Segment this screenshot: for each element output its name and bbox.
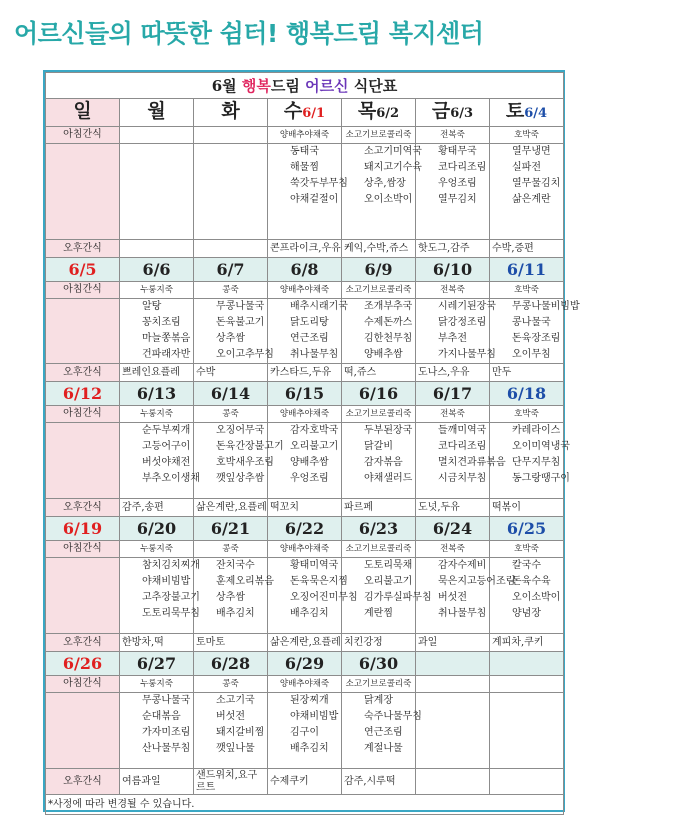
date-cell: 6/11: [490, 258, 564, 282]
lunch-item: 우엉조림: [438, 178, 477, 189]
morning-snack-cell: 전복죽: [416, 406, 490, 423]
afternoon-snack-label: 오후간식: [46, 364, 120, 382]
lunch-item: 양배추쌈: [364, 349, 403, 360]
lunch-cell: [46, 558, 120, 634]
lunch-item: 깻잎상추쌈: [216, 473, 265, 484]
morning-snack-cell: 양배추야채죽: [268, 676, 342, 693]
date-cell: 6/29: [268, 652, 342, 676]
afternoon-snack-cell: 여름과일: [120, 769, 194, 795]
afternoon-snack-cell: 콘프라이크,우유: [268, 240, 342, 258]
lunch-item: 닭도리탕: [290, 317, 329, 328]
lunch-item: 오징어무국: [216, 425, 265, 436]
lunch-cell: [120, 423, 200, 499]
lunch-item: 산나물무침: [142, 743, 191, 754]
lunch-item: 오리불고기: [290, 441, 339, 452]
lunch-item: 도토리묵채: [364, 560, 413, 571]
date-cell: 6/22: [268, 517, 342, 541]
lunch-item: 시레기된장국: [438, 301, 496, 312]
afternoon-snack-cell: 떡,쥬스: [342, 364, 416, 382]
lunch-item: 잔치국수: [216, 560, 255, 571]
morning-snack-cell: [120, 127, 194, 144]
lunch-cell: [416, 423, 506, 499]
lunch-item: 감자수제비: [438, 560, 487, 571]
lunch-item: 야채비빔밥: [142, 576, 191, 587]
morning-snack-cell: [194, 127, 268, 144]
lunch-item: 들깨미역국: [438, 425, 487, 436]
morning-snack-label: 아침간식: [46, 541, 120, 558]
morning-snack-row: [46, 541, 564, 558]
lunch-item: 오징어진미무침: [290, 592, 358, 603]
lunch-cell: [194, 693, 268, 769]
afternoon-snack-row: [46, 499, 564, 517]
morning-snack-cell: 콩죽: [194, 406, 268, 423]
lunch-cell: [194, 558, 274, 634]
lunch-item: 감자볶음: [364, 457, 403, 468]
afternoon-snack-cell: 수제쿠키: [268, 769, 342, 795]
morning-snack-row: [46, 127, 564, 144]
date-cell: 6/14: [194, 382, 268, 406]
date-cell: 6/5: [46, 258, 120, 282]
afternoon-snack-cell: 핫도그,감주: [416, 240, 490, 258]
footnote: *사정에 따라 변경될 수 있습니다.: [46, 795, 564, 815]
date-cell: [490, 652, 564, 676]
lunch-cell: [342, 693, 422, 769]
lunch-cell: [46, 423, 120, 499]
afternoon-snack-cell: 삶은계란,요플레: [268, 634, 342, 652]
lunch-row: [46, 693, 564, 769]
date-row: [46, 382, 564, 406]
lunch-item: 야채비빔밥: [290, 711, 339, 722]
lunch-cell: [194, 299, 274, 364]
morning-snack-label: 아침간식: [46, 676, 120, 693]
lunch-item: 무콩나물국: [216, 301, 265, 312]
lunch-item: 열무냉면: [512, 146, 551, 157]
date-cell: 6/30: [342, 652, 416, 676]
lunch-item: 상추쌈: [216, 592, 245, 603]
lunch-item: 부추전: [438, 333, 467, 344]
morning-snack-label: 아침간식: [46, 127, 120, 144]
date-cell: 6/12: [46, 382, 120, 406]
morning-snack-cell: 콩죽: [194, 541, 268, 558]
afternoon-snack-cell: 만두: [490, 364, 564, 382]
date-cell: 6/13: [120, 382, 194, 406]
lunch-item: 두부된장국: [364, 425, 413, 436]
date-cell: 6/16: [342, 382, 416, 406]
lunch-item: 황태무국: [438, 146, 477, 157]
morning-snack-cell: 소고기브로콜리죽: [342, 406, 416, 423]
afternoon-snack-cell: 도나스,우유: [416, 364, 490, 382]
lunch-cell: [268, 299, 348, 364]
morning-snack-cell: [490, 676, 564, 693]
morning-snack-cell: 양배추야채죽: [268, 541, 342, 558]
morning-snack-label: 아침간식: [46, 406, 120, 423]
lunch-item: 돈육간장불고기: [216, 441, 284, 452]
date-cell: 6/25: [490, 517, 564, 541]
afternoon-snack-row: [46, 364, 564, 382]
lunch-item: 건파래자반: [142, 349, 191, 360]
morning-snack-cell: 누룽지죽: [120, 406, 194, 423]
morning-snack-cell: 전복죽: [416, 282, 490, 299]
day-mon: 월: [120, 99, 194, 127]
lunch-item: 김구이: [290, 727, 319, 738]
date-cell: 6/17: [416, 382, 490, 406]
morning-snack-row: [46, 406, 564, 423]
lunch-item: 조개부추국: [364, 301, 413, 312]
day-sun: 일: [46, 99, 120, 127]
lunch-item: 카레라이스: [512, 425, 561, 436]
date-cell: 6/20: [120, 517, 194, 541]
lunch-item: 도토리묵무침: [142, 608, 200, 619]
afternoon-snack-label: 오후간식: [46, 499, 120, 517]
morning-snack-cell: 누룽지죽: [120, 282, 194, 299]
lunch-item: 계란찜: [364, 608, 393, 619]
lunch-cell: [268, 693, 342, 769]
menu-table: [45, 72, 580, 815]
lunch-item: 연근조림: [290, 333, 329, 344]
page-heading: 어르신들의 따뜻한 쉼터! 행복드림 복지센터: [14, 19, 484, 48]
afternoon-snack-cell: 감주,송편: [120, 499, 194, 517]
lunch-item: 묵은지고등어조림: [438, 576, 516, 587]
morning-snack-cell: 전복죽: [416, 541, 490, 558]
afternoon-snack-label: 오후간식: [46, 634, 120, 652]
afternoon-snack-cell: 쁘레인요플레: [120, 364, 194, 382]
lunch-item: 김가루실파무침: [364, 592, 432, 603]
lunch-item: 실파전: [512, 162, 541, 173]
afternoon-snack-cell: 수박: [194, 364, 268, 382]
afternoon-snack-label: 오후간식: [46, 769, 120, 795]
lunch-item: 돼지갈비찜: [216, 727, 265, 738]
morning-snack-cell: 호박죽: [490, 282, 564, 299]
date-cell: 6/21: [194, 517, 268, 541]
lunch-cell: [342, 144, 422, 240]
date-cell: 6/7: [194, 258, 268, 282]
lunch-item: 오리불고기: [364, 576, 413, 587]
lunch-item: 쑥갓두부무침: [290, 178, 348, 189]
afternoon-snack-cell: 도넛,두유: [416, 499, 490, 517]
day-sat: 토6/4: [490, 99, 564, 127]
day-fri: 금6/3: [416, 99, 490, 127]
afternoon-snack-cell: 감주,시루떡: [342, 769, 416, 795]
lunch-cell: [490, 693, 564, 769]
morning-snack-cell: 호박죽: [490, 541, 564, 558]
lunch-item: 버섯전: [216, 711, 245, 722]
date-cell: 6/9: [342, 258, 416, 282]
lunch-item: 무콩나물국: [142, 695, 191, 706]
date-cell: 6/23: [342, 517, 416, 541]
lunch-item: 부추오이생채: [142, 473, 200, 484]
lunch-cell: [342, 299, 416, 364]
afternoon-snack-cell: 케익,수박,쥬스: [342, 240, 416, 258]
date-row: [46, 652, 564, 676]
lunch-item: 돈육묵은지찜: [290, 576, 348, 587]
afternoon-snack-cell: 토마토: [194, 634, 268, 652]
lunch-item: 삶은계란: [512, 194, 551, 205]
afternoon-snack-cell: [490, 769, 564, 795]
lunch-item: 단무지무침: [512, 457, 561, 468]
lunch-row: [46, 144, 564, 240]
note-row: [46, 795, 564, 815]
lunch-item: 야채샐러드: [364, 473, 413, 484]
date-cell: 6/24: [416, 517, 490, 541]
afternoon-snack-cell: 수박,증편: [490, 240, 564, 258]
lunch-item: 훈제오리볶음: [216, 576, 274, 587]
lunch-item: 가자미조림: [142, 727, 191, 738]
lunch-item: 감자호박국: [290, 425, 339, 436]
afternoon-snack-cell: 떡꼬치: [268, 499, 342, 517]
lunch-item: 계절나물: [364, 743, 403, 754]
lunch-cell: [268, 144, 348, 240]
lunch-item: 열무김치: [438, 194, 477, 205]
date-cell: 6/15: [268, 382, 342, 406]
lunch-cell: [490, 299, 580, 364]
lunch-item: 숙주나물무침: [364, 711, 422, 722]
lunch-cell: [120, 693, 194, 769]
day-thu: 목6/2: [342, 99, 416, 127]
morning-snack-row: [46, 282, 564, 299]
afternoon-snack-cell: 카스타드,두유: [268, 364, 342, 382]
lunch-item: 우엉조림: [290, 473, 329, 484]
lunch-item: 양념장: [512, 608, 541, 619]
lunch-item: 깻잎나물: [216, 743, 255, 754]
morning-snack-cell: 누룽지죽: [120, 541, 194, 558]
afternoon-snack-cell: 파르페: [342, 499, 416, 517]
morning-snack-cell: 콩죽: [194, 282, 268, 299]
lunch-item: 야채겉절이: [290, 194, 339, 205]
morning-snack-cell: 양배추야채죽: [268, 406, 342, 423]
lunch-item: 오이미역냉국: [512, 441, 570, 452]
lunch-item: 취나물무침: [290, 349, 339, 360]
lunch-cell: [46, 693, 120, 769]
lunch-item: 김한천무침: [364, 333, 413, 344]
afternoon-snack-cell: [194, 240, 268, 258]
date-cell: 6/18: [490, 382, 564, 406]
date-cell: 6/27: [120, 652, 194, 676]
lunch-item: 된장찌개: [290, 695, 329, 706]
morning-snack-cell: 소고기브로콜리죽: [342, 282, 416, 299]
afternoon-snack-cell: 샌드위치,요구르트: [194, 769, 268, 795]
lunch-cell: [268, 423, 342, 499]
lunch-row: [46, 423, 564, 499]
afternoon-snack-row: [46, 240, 564, 258]
lunch-item: 상추쌈: [216, 333, 245, 344]
lunch-item: 오이무침: [512, 349, 551, 360]
date-row: [46, 517, 564, 541]
morning-snack-cell: [416, 676, 490, 693]
lunch-cell: [416, 299, 496, 364]
lunch-item: 멸치견과류볶음: [438, 457, 506, 468]
morning-snack-cell: 콩죽: [194, 676, 268, 693]
lunch-item: 시금치무침: [438, 473, 487, 484]
day-tue: 화: [194, 99, 268, 127]
lunch-item: 순대볶음: [142, 711, 181, 722]
morning-snack-cell: 양배추야채죽: [268, 127, 342, 144]
lunch-cell: [46, 144, 120, 240]
morning-snack-cell: 소고기브로콜리죽: [342, 127, 416, 144]
lunch-item: 오이고추무침: [216, 349, 274, 360]
lunch-item: 돈육불고기: [216, 317, 265, 328]
lunch-item: 칼국수: [512, 560, 541, 571]
date-cell: 6/10: [416, 258, 490, 282]
title-row: [46, 73, 564, 99]
lunch-cell: [490, 144, 564, 240]
lunch-item: 닭갈비: [364, 441, 393, 452]
lunch-item: 참치김치찌개: [142, 560, 200, 571]
lunch-item: 수제돈까스: [364, 317, 413, 328]
morning-snack-label: 아침간식: [46, 282, 120, 299]
lunch-cell: [194, 144, 268, 240]
lunch-cell: [120, 558, 200, 634]
lunch-item: 가지나물무침: [438, 349, 496, 360]
lunch-item: 상추,쌈장: [364, 178, 406, 189]
morning-snack-cell: 소고기브로콜리죽: [342, 676, 416, 693]
morning-snack-cell: 호박죽: [490, 127, 564, 144]
lunch-cell: [46, 299, 120, 364]
afternoon-snack-cell: 과일: [416, 634, 490, 652]
lunch-item: 버섯야채전: [142, 457, 191, 468]
lunch-item: 호박새우조림: [216, 457, 274, 468]
weekday-header-row: [46, 99, 564, 127]
lunch-cell: [490, 558, 564, 634]
afternoon-snack-row: [46, 634, 564, 652]
date-cell: [416, 652, 490, 676]
date-row: [46, 258, 564, 282]
morning-snack-cell: 누룽지죽: [120, 676, 194, 693]
morning-snack-cell: 양배추야채죽: [268, 282, 342, 299]
lunch-item: 콩나물국: [512, 317, 551, 328]
menu-title: 6월 행복드림 어르신 식단표: [46, 73, 564, 99]
morning-snack-cell: 호박죽: [490, 406, 564, 423]
lunch-item: 고등어구이: [142, 441, 191, 452]
lunch-cell: [268, 558, 358, 634]
lunch-item: 알탕: [142, 301, 162, 312]
lunch-row: [46, 299, 564, 364]
lunch-item: 닭강정조림: [438, 317, 487, 328]
lunch-item: 닭계장: [364, 695, 393, 706]
lunch-item: 양배추쌈: [290, 457, 329, 468]
lunch-item: 동태국: [290, 146, 319, 157]
morning-snack-row: [46, 676, 564, 693]
lunch-item: 배추김치: [290, 743, 329, 754]
lunch-cell: [194, 423, 284, 499]
afternoon-snack-cell: 치킨강정: [342, 634, 416, 652]
morning-snack-cell: 전복죽: [416, 127, 490, 144]
date-cell: 6/28: [194, 652, 268, 676]
lunch-item: 오이소박이: [364, 194, 413, 205]
lunch-item: 코다리조림: [438, 441, 487, 452]
lunch-item: 해물찜: [290, 162, 319, 173]
lunch-item: 고추장불고기: [142, 592, 200, 603]
lunch-item: 순두부찌개: [142, 425, 191, 436]
lunch-item: 열무물김치: [512, 178, 561, 189]
lunch-item: 돈육장조림: [512, 333, 561, 344]
afternoon-snack-cell: 계피차,쿠키: [490, 634, 564, 652]
lunch-item: 돼지고기수육: [364, 162, 422, 173]
lunch-item: 배추김치: [290, 608, 329, 619]
afternoon-snack-row: [46, 769, 564, 795]
lunch-cell: [416, 144, 490, 240]
lunch-item: 돈육수육: [512, 576, 551, 587]
lunch-item: 황태미역국: [290, 560, 339, 571]
date-cell: 6/8: [268, 258, 342, 282]
lunch-cell: [120, 299, 194, 364]
lunch-item: 소고기미역국: [364, 146, 422, 157]
afternoon-snack-cell: 떡볶이: [490, 499, 564, 517]
afternoon-snack-cell: 삶은계란,요플레: [194, 499, 268, 517]
morning-snack-cell: 소고기브로콜리죽: [342, 541, 416, 558]
afternoon-snack-cell: [120, 240, 194, 258]
lunch-item: 코다리조림: [438, 162, 487, 173]
lunch-cell: [120, 144, 194, 240]
lunch-cell: [342, 423, 416, 499]
date-cell: 6/6: [120, 258, 194, 282]
lunch-item: 꽁치조림: [142, 317, 181, 328]
lunch-item: 무콩나물비빔밥: [512, 301, 580, 312]
lunch-item: 배추김치: [216, 608, 255, 619]
day-wed: 수6/1: [268, 99, 342, 127]
lunch-row: [46, 558, 564, 634]
lunch-item: 연근조림: [364, 727, 403, 738]
lunch-item: 버섯전: [438, 592, 467, 603]
lunch-cell: [416, 693, 490, 769]
lunch-item: 취나물무침: [438, 608, 487, 619]
date-cell: 6/19: [46, 517, 120, 541]
lunch-item: 소고기국: [216, 695, 255, 706]
lunch-item: 마늘쫑볶음: [142, 333, 191, 344]
lunch-item: 동그랑땡구이: [512, 473, 570, 484]
afternoon-snack-cell: 한방차,떡: [120, 634, 194, 652]
lunch-item: 오이소박이: [512, 592, 561, 603]
date-cell: 6/26: [46, 652, 120, 676]
lunch-item: 배추시래기국: [290, 301, 348, 312]
afternoon-snack-cell: [416, 769, 490, 795]
afternoon-snack-label: 오후간식: [46, 240, 120, 258]
